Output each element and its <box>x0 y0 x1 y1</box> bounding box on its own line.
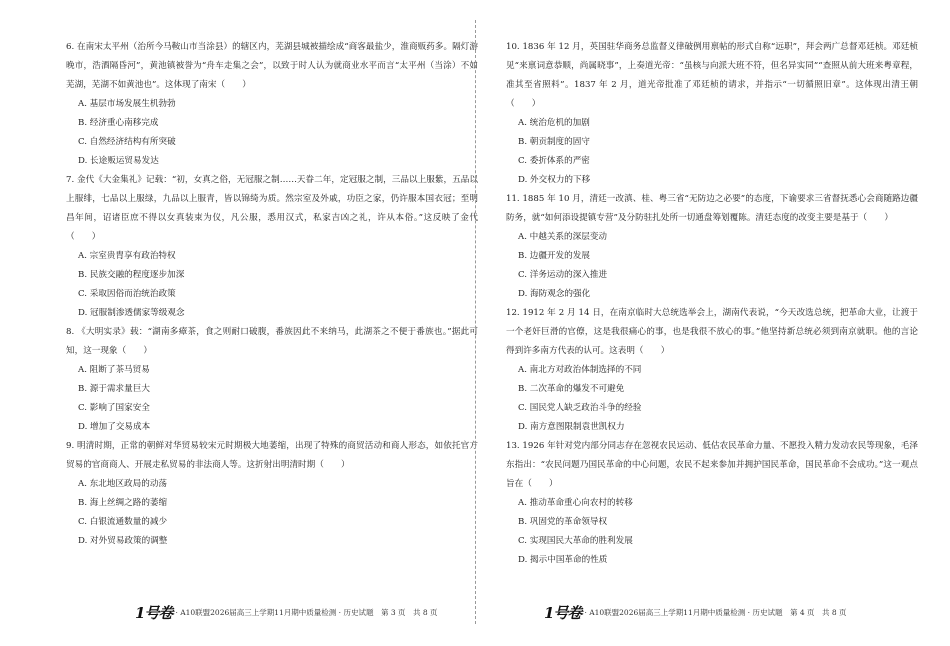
question-11 <box>506 190 918 304</box>
option-a: A. 基层市场发展生机勃勃 <box>78 99 176 109</box>
option-b: B. 二次革命的爆发不可避免 <box>518 384 625 394</box>
option-a: A. 阻断了茶马贸易 <box>78 365 150 375</box>
question-9 <box>66 437 478 551</box>
option-b: B. 海上丝绸之路的萎缩 <box>78 498 168 508</box>
question-6 <box>66 38 478 171</box>
footer-text: · A10联盟2026届高三上学期11月期中质量检测 · 历史试题 第 3 页 共 8 页 <box>175 608 438 617</box>
option-a: A. 东北地区政局的动荡 <box>78 479 168 489</box>
option-c: C. 白银流通数量的减少 <box>78 517 168 527</box>
question-text: 13. 1926 年针对党内部分同志存在忽视农民运动、低估农民革命力量、不愿投入精力发动农民等现象，毛泽东指出：“农民问题乃国民革命的中心问题，农民不起来参加并拥护国民革命，国民革命不会成功。”这一观点旨在（ ） <box>506 441 918 489</box>
left-column <box>66 38 478 551</box>
option-c: C. 自然经济结构有所突破 <box>78 137 176 147</box>
option-c: C. 影响了国家安全 <box>78 403 150 413</box>
option-d: D. 对外贸易政策的调整 <box>78 536 168 546</box>
option-b: B. 源于需求量巨大 <box>78 384 150 394</box>
option-d: D. 增加了交易成本 <box>78 422 151 432</box>
option-c: C. 实现国民大革命的胜利发展 <box>518 536 633 546</box>
option-a: A. 宗室贵胄享有政治特权 <box>78 251 176 261</box>
option-b: B. 边疆开发的发展 <box>518 251 590 261</box>
question-text: 8. 《大明实录》载：“湖南多瘴茶，食之则耐口破腹，番族因此不来纳马，此湖茶之不便于番族也。”据此可知，这一现象（ ） <box>66 327 478 356</box>
question-10 <box>506 38 918 190</box>
question-text: 11. 1885 年 10 月，清廷一改滇、桂、粤三省“无防边之必要”的态度，下谕要求三省督抚悉心会商随路边疆防务，就“如何添设提镇专营”及分防驻扎处所一切通盘筹划覆陈。清廷态度的改变主要是基于（ ） <box>506 194 918 223</box>
question-text: 12. 1912 年 2 月 14 日，在南京临时大总统选举会上，湖南代表说，“今天改选总统，把革命大业，让渡于一个老奸巨滑的官僚，这是我很痛心的事，也是我很不放心的事。”他坚持新总统必须到南京就职。他的言论得到许多南方代表的认可。这表明（ ） <box>506 308 918 356</box>
option-a: A. 南北方对政治体制选择的不同 <box>518 365 642 375</box>
column-divider <box>475 20 476 624</box>
question-13 <box>506 437 918 570</box>
question-text: 7. 金代《大金集礼》记载：“初，女真之俗，无冠服之制……天眷二年，定冠服之制，三品以上服紫，五品以上服绯，七品以上服绿，九品以上服青，皆以锦绮为质。然宗室及外戚，功臣之家，仍许服本国衣冠；至明昌年间，诏诸臣庶不得以女真装束为仪，凡公服，悉用汉式，私家吉凶之礼，许从本俗。”这反映了金代（ ） <box>66 175 478 242</box>
footer-right <box>544 602 847 623</box>
option-a: A. 推动革命重心向农村的转移 <box>518 498 633 508</box>
option-d: D. 南方意图限制袁世凯权力 <box>518 422 625 432</box>
option-d: D. 海防观念的强化 <box>518 289 591 299</box>
question-text: 10. 1836 年 12 月，英国驻华商务总监督义律破例用禀帖的形式自称“远职”，拜会两广总督邓廷桢。邓廷桢见“来禀词意恭顺，尚属晓事”，上奏道光帝：“虽核与向派大班不符，但名异实同”“查照从前大班来粤章程，准其至省照料”。1837 年 2 月，道光帝批准了邓廷桢的请求，并指示“一切循照旧章”。这体现出清王朝（ ） <box>506 42 918 109</box>
option-a: A. 中越关系的深层变动 <box>518 232 608 242</box>
option-c: C. 洋务运动的深入推进 <box>518 270 608 280</box>
option-d: D. 长途贩运贸易发达 <box>78 156 159 166</box>
option-d: D. 冠服制渗透儒家等级观念 <box>78 308 185 318</box>
question-text: 9. 明清时期，正常的朝鲜对华贸易较宋元时期极大地萎缩，出现了特殊的商贸活动和商人形态，如依托官方贸易的官商商人、开展走私贸易的非法商人等。这折射出明清时期（ ） <box>66 441 478 470</box>
option-d: D. 揭示中国革命的性质 <box>518 555 608 565</box>
option-b: B. 朝贡制度的固守 <box>518 137 590 147</box>
option-c: C. 采取因俗而治统治政策 <box>78 289 176 299</box>
footer-left <box>135 602 438 623</box>
question-text: 6. 在南宋太平州（治所今马鞍山市当涂县）的辖区内，芜湖县城被描绘成“商客最盐少，淮商贩药多。隔灯游晚市，浩酒隔昏河”，黄池镇被誉为“舟车走集之会”，以致于时人认为就商业水平而言“太平州（当涂）不如芜湖，芜湖不如黄池也”。这体现了南宋（ ） <box>66 42 478 90</box>
question-12 <box>506 304 918 437</box>
option-b: B. 经济重心南移完成 <box>78 118 159 128</box>
option-a: A. 统治危机的加剧 <box>518 118 590 128</box>
right-column <box>506 38 918 570</box>
question-7 <box>66 171 478 323</box>
option-c: C. 委折体系的严密 <box>518 156 590 166</box>
footer-text: · A10联盟2026届高三上学期11月期中质量检测 · 历史试题 第 4 页 共 8 页 <box>584 608 847 617</box>
option-c: C. 国民党人缺乏政治斗争的经验 <box>518 403 642 413</box>
question-8 <box>66 323 478 437</box>
option-b: B. 巩固党的革命领导权 <box>518 517 608 527</box>
brand-logo: 1号卷 <box>135 604 173 622</box>
brand-logo: 1号卷 <box>544 604 582 622</box>
option-d: D. 外交权力的下移 <box>518 175 591 185</box>
option-b: B. 民族交融的程度逐步加深 <box>78 270 185 280</box>
